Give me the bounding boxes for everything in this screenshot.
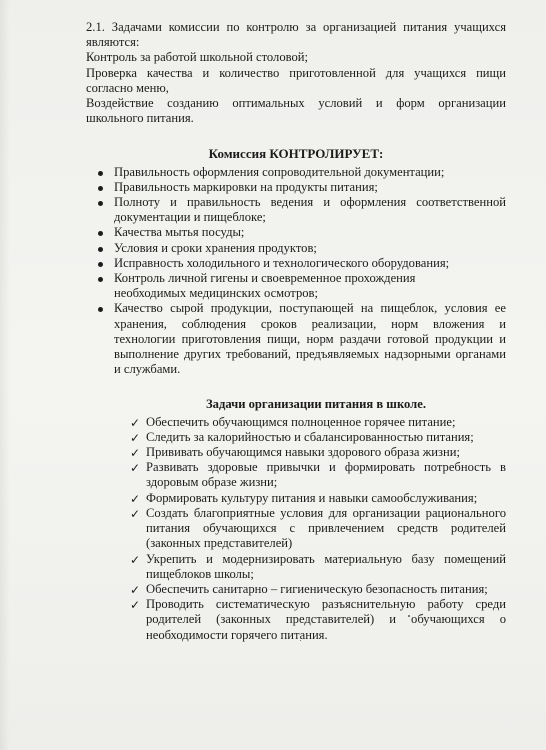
checkmark-icon: ✓	[130, 446, 141, 461]
commission-item	[86, 241, 506, 256]
intro-heading-line: являются:	[86, 35, 140, 50]
commission-item	[86, 225, 506, 240]
checkmark-icon: ✓	[130, 582, 141, 597]
scan-edge-shadow	[0, 0, 10, 750]
tasks-title: Задачи организации питания в школе.	[206, 397, 426, 412]
commission-item	[86, 165, 506, 180]
task-item-line: Прививать обучающимся навыки здорового образа жизни;	[146, 445, 460, 460]
task-item	[126, 582, 506, 597]
task-item-line: (законных представителей)	[146, 536, 293, 551]
intro-line: согласно меню,	[86, 80, 169, 95]
commission-item-line: документации и пищеблоке;	[114, 210, 266, 225]
commission-item-line: Полноту и правильность ведения и оформления соответственной	[114, 195, 506, 210]
task-item	[126, 506, 506, 552]
task-item-line: Укрепить и модернизировать материальную базу помещений	[146, 551, 506, 566]
document-body	[86, 20, 506, 643]
task-item	[126, 415, 506, 430]
task-item-line: Обеспечить обучающимся полноценное горячее питание;	[146, 414, 456, 429]
intro-line: Контроль за работой школьной столовой;	[86, 50, 309, 65]
intro-heading-line: 2.1. Задачами комиссии по контролю за организацией питания учащихся	[86, 20, 506, 34]
intro-line: Проверка качества и количество приготовленной для учащихся пищи	[86, 65, 506, 80]
checkmark-icon: ✓	[130, 491, 141, 506]
commission-item-line: технологии приготовления пищи, норм раздачи готовой продукции и	[114, 331, 506, 346]
commission-item	[86, 195, 506, 225]
task-item-line: Формировать культуру питания и навыки самообслуживания;	[146, 490, 478, 505]
commission-item-line: хранения, соблюдения сроков реализации, норм вложения и	[114, 316, 506, 331]
commission-item-line: Правильность оформления сопроводительной документации;	[114, 164, 445, 179]
commission-item-line: Качества мытья посуды;	[114, 225, 245, 240]
commission-item-line: Качество сырой продукции, поступающей на пищеблок, условия ее	[114, 301, 506, 316]
task-item-line: Обеспечить санитарно – гигиеническую безопасность питания;	[146, 581, 488, 596]
task-item	[126, 445, 506, 460]
commission-item-line: Правильность маркировки на продукты питания;	[114, 179, 378, 194]
commission-item-line: Контроль личной гигены и своевременное прохождения	[114, 271, 416, 286]
task-item-line: Следить за калорийностью и сбалансированностью питания;	[146, 429, 474, 444]
task-item	[126, 430, 506, 445]
checkmark-icon: ✓	[130, 598, 141, 613]
intro-line: Воздействие созданию оптимальных условий и форм организации	[86, 96, 506, 111]
task-item	[126, 597, 506, 643]
task-item-line: здоровым образе жизни;	[146, 475, 278, 490]
task-item-line: Развивать здоровые привычки и формировать потребность в	[146, 460, 506, 475]
checkmark-icon: ✓	[130, 506, 141, 521]
commission-title: Комиссия КОНТРОЛИРУЕТ:	[208, 146, 384, 162]
commission-list	[86, 165, 506, 378]
checkmark-icon: ✓	[130, 415, 141, 430]
task-item	[126, 552, 506, 582]
checkmark-icon: ✓	[130, 461, 141, 476]
tasks-list	[86, 415, 506, 643]
commission-item-line: Исправность холодильного и технологического оборудования;	[114, 255, 450, 270]
task-item	[126, 460, 506, 490]
task-item-line: Создать благоприятные условия для организации рационального	[146, 505, 506, 520]
task-item	[126, 491, 506, 506]
task-item-line: пищеблоков школы;	[146, 566, 254, 581]
task-item-line: необходимости горячего питания.	[146, 627, 328, 642]
checkmark-icon: ✓	[130, 430, 141, 445]
commission-item-line: необходимых медицинских осмотров;	[114, 286, 318, 301]
checkmark-icon: ✓	[130, 552, 141, 567]
commission-item	[86, 301, 506, 377]
intro-line: школьного питания.	[86, 111, 194, 126]
commission-item-line: Условия и сроки хранения продуктов;	[114, 240, 317, 255]
commission-item	[86, 180, 506, 195]
task-item-line: питания обучающихся с привлечением средств родителей	[146, 521, 506, 536]
task-item-line: родителей (законных представителей) и обучающихся о	[146, 612, 506, 627]
commission-item	[86, 256, 506, 271]
task-item-line: Проводить систематическую разъяснительную работу среди	[146, 597, 506, 612]
commission-item-line: и службами.	[114, 362, 181, 377]
commission-item	[86, 271, 506, 301]
commission-item-line: выполнение других требований, предъявляемых надзорными органами	[114, 347, 506, 362]
